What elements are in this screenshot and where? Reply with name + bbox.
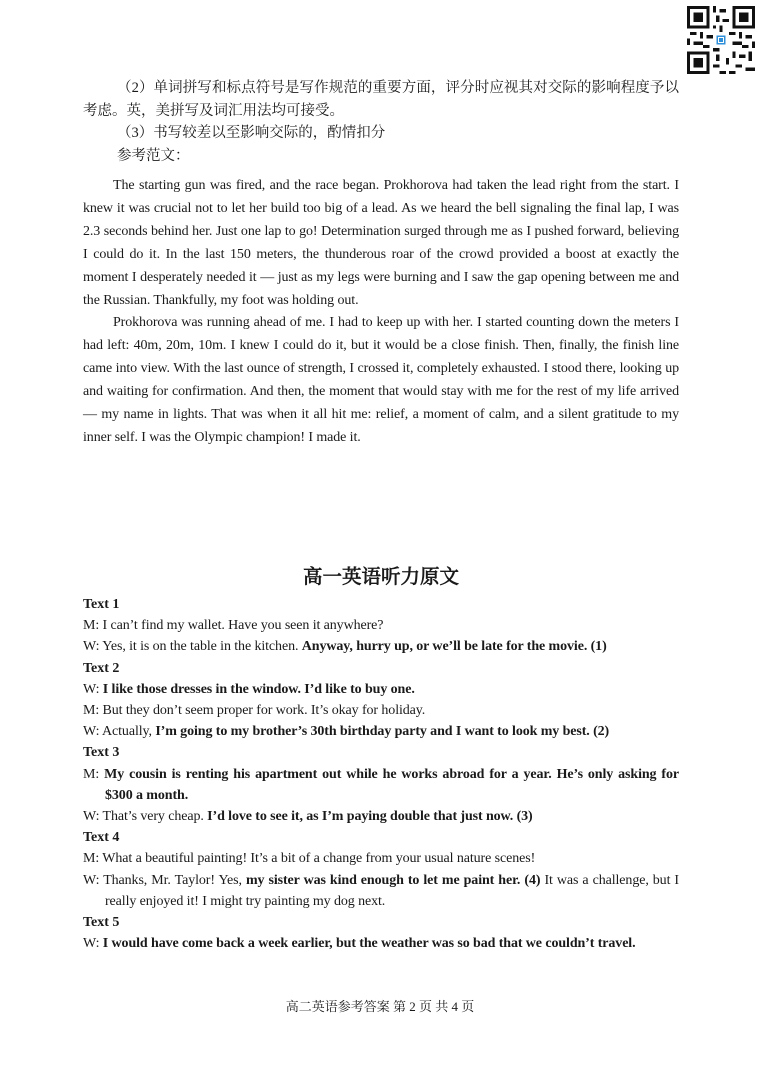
essay-paragraph-2: Prokhorova was running ahead of me. I had to keep up with her. I started counting down the meters I had left: 40m, 20m, 10m. I knew I could do it, but it would be a close finish. Then, finally, the finish line came into view. With the last ounce of strength, I crossed it, completely exhausted. I stood there, looking up and waiting for confirmation. And then, the moment that would stay with me for the rest of my life arrived — my name in lights. That was when it all hit me: relief, a moment of calm, and a silent gratitude to my inner self. I was the Olympic champion! I made it. (83, 315, 679, 445)
transcript-list (83, 594, 679, 954)
dialogue-line (83, 933, 679, 954)
dialogue-plain: W: Thanks, Mr. Taylor! Yes, (83, 872, 246, 888)
document-page (83, 77, 680, 952)
text-label: Text 4 (83, 830, 120, 846)
dialogue-line (83, 700, 679, 721)
dialogue-plain: M: (83, 766, 105, 782)
dialogue-tail: It was a challenge, but I really enjoyed it! I might try painting my dog next. (105, 872, 679, 909)
dialogue-plain: W: Yes, it is on the table in the kitchen. (83, 639, 302, 655)
text-label: Text 1 (83, 597, 120, 612)
dialogue-plain: M: I can’t find my wallet. Have you seen it anywhere? (83, 618, 384, 634)
dialogue-answer-key: I’d love to see it, as I’m paying double that just now. (3) (207, 809, 533, 825)
dialogue-plain: M: What a beautiful painting! It’s a bit of a change from your usual nature scenes! (83, 851, 536, 867)
dialogue-line (83, 679, 679, 700)
dialogue-line (83, 636, 679, 657)
dialogue-line (83, 764, 679, 806)
dialogue-plain: W: (83, 681, 103, 697)
scoring-item-2: （2）单词拼写和标点符号是写作规范的重要方面，评分时应视其对交际的影响程度予以考虑。英，美拼写及词汇用法均可接受。 (83, 80, 679, 119)
dialogue-plain: W: Actually, (83, 724, 156, 740)
dialogue-plain: W: That’s very cheap. (83, 809, 208, 825)
qr-code (687, 6, 755, 74)
dialogue-answer-key: I like those dresses in the window. I’d like to buy one. (102, 681, 415, 697)
text-label: Text 5 (83, 915, 120, 931)
dialogue-answer-key: My cousin is renting his apartment out while he works abroad for a year. He’s only asking for $300 a month. (104, 766, 680, 803)
text-label: Text 3 (83, 745, 120, 761)
dialogue-line (83, 721, 679, 742)
dialogue-line (83, 615, 679, 636)
page-footer: 高二英语参考答案 第 2 页 共 4 页 (285, 999, 475, 1014)
dialogue-line (83, 806, 679, 827)
dialogue-answer-key: I would have come back a week earlier, but the weather was so bad that we couldn’t travel. (102, 936, 636, 952)
text-label: Text 2 (83, 660, 120, 676)
scoring-item-3: （3）书写较差以至影响交际的，酌情扣分 (117, 125, 386, 141)
dialogue-answer-key: Anyway, hurry up, or we’ll be late for the movie. (1) (301, 639, 607, 655)
dialogue-plain: W: (83, 936, 103, 952)
dialogue-plain: M: But they don’t seem proper for work. It’s okay for holiday. (83, 703, 426, 719)
dialogue-answer-key: I’m going to my brother’s 30th birthday party and I want to look my best. (2) (155, 724, 610, 740)
dialogue-line (83, 848, 679, 869)
dialogue-line (83, 870, 679, 912)
transcript-title: 高一英语听力原文 (302, 565, 459, 588)
dialogue-answer-key: my sister was kind enough to let me paint her. (4) (245, 872, 541, 888)
essay-paragraph-1: The starting gun was fired, and the race began. Prokhorova had taken the lead right from the start. I knew it was crucial not to let her build too big of a lead. As we heard the bell signaling the final lap, I was 2.3 seconds behind her. Just one lap to go! Determination surged through me as I pushed forward, believing I could do it. In the last 150 meters, the thunderous roar of the crowd provided a boost at exactly the moment I desperately needed it — just as my legs were burning and I saw the gap opening between me and the Russian. Thankfully, my foot was holding out. (83, 178, 679, 308)
reference-label: 参考范文： (117, 147, 190, 164)
